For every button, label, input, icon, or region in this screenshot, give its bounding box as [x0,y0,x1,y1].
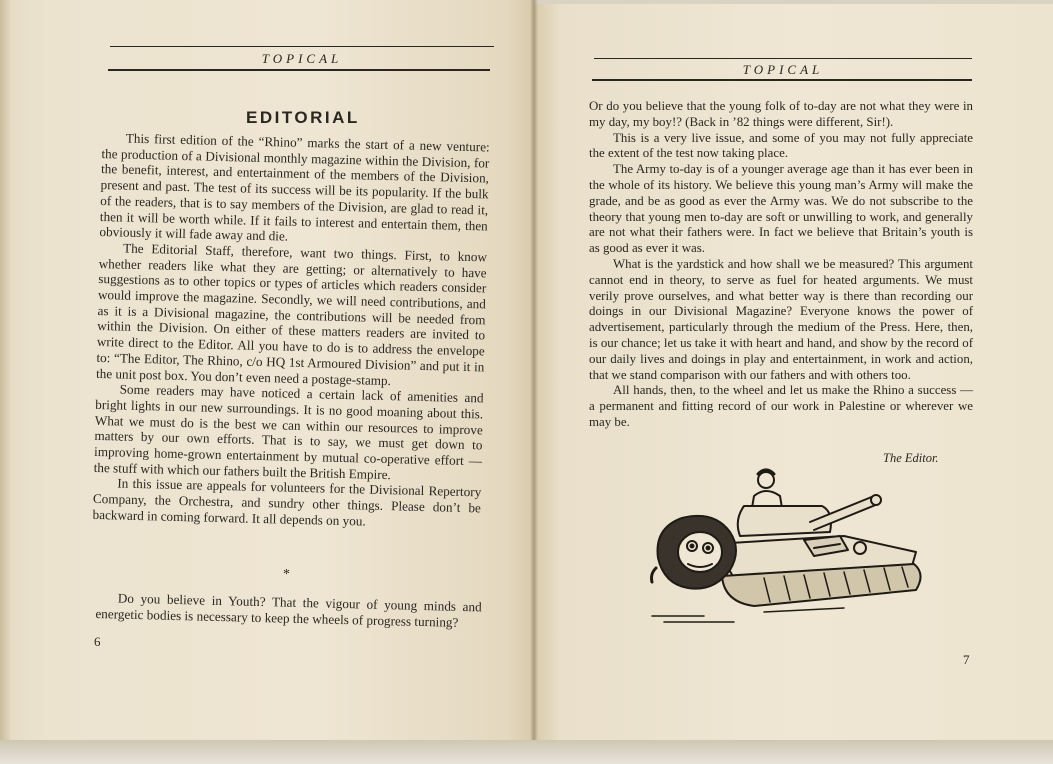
table-surface [0,740,1053,764]
paragraph: In this issue are appeals for volunteers for the Divisional Repertory Company, the Orchestra, and sundry other things. Please don’t be backward in coming forward. It all depends on you. [92,475,482,529]
header-rule [108,69,490,71]
page-number-right: 7 [963,652,970,667]
paragraph: The Editorial Staff, therefore, want two things. First, to know whether readers like what they are getting; or alternatively to have suggestions as to other topics or types of articles which readers consider would improve the magazine. Secondly, we will need contributions, and as it is a Divisional magazine, the contributions will be needed from within the Division. On either of these matters readers are invited to write direct to the Editor. All you have to do is to address the envelope to: “The Editor, The Rhino, c/o HQ 1st Armoured Division” and put it in the unit post box. You don’t even need a postage-stamp. [95,240,488,388]
left-running-header: TOPICAL [261,51,343,66]
tank-cartoon-illustration [644,466,930,634]
paragraph: The Army to-day is of a younger average age than it has ever been in the whole of its history. We believe this young man’s Army will make the grade, and be as good as ever the Army was. We do not subscribe to the theory that young men to-day are soft or unwilling to work, and generally are not what their fathers were. In fact we believe that Britain’s youth is as good as ever it was. [589,162,973,256]
paragraph: Do you believe in Youth? That the vigour of young minds and energetic bodies is necessary to keep the wheels of progress turning? [95,590,482,630]
binding-gutter [530,0,538,748]
paragraph: Some readers may have noticed a certain lack of amenities and bright lights in our new surroundings. It is no good moaning about this. What we must do is the best we can within our resources to improve matters by our own efforts. That is to say, we must get down to improving home-grown entertainment by mutual co-operative effort — the stuff with which our fathers built the British Empire. [93,381,484,482]
paragraph: This is a very live issue, and some of you may not fully appreciate the extent of the test now taking place. [589,130,973,161]
right-body-text [589,99,973,431]
paragraph: All hands, then, to the wheel and let us make the Rhino a success — a permanent and fitting record of our work in Palestine or wherever we may be. [589,383,973,429]
right-running-header: TOPICAL [742,62,824,77]
section-separator: * [283,567,290,582]
editorial-title: EDITORIAL [246,108,360,127]
page-edge [0,0,10,748]
header-rule [592,79,972,81]
left-body-text [92,130,489,532]
editor-signature: The Editor. [883,451,939,465]
soldier-head [758,472,774,488]
page-number-left: 6 [94,634,101,649]
paragraph: This first edition of the “Rhino” marks the start of a new venture: the production of a Divisional monthly magazine within the Division, for the benefit, interest, and entertainment of the members of the Division, present and past. The test of its success will be its popularity. If the bulk of the readers, that is to say members of the Division, are glad to read it, then it will be worth while. If it fails to interest and entertain them, then obviously it will fade away and die. [99,130,490,244]
paragraph: What is the yardstick and how shall we be measured? This argument cannot end in theory, to serve as fuel for heated arguments. We must verily prove ourselves, and what better way is there than recording our doings in our Divisional Magazine? Everyone knows the power of advertisement, particularly through the medium of the Press. Here, then, is our chance; let us take it with heart and hand, and show by the record of our daily lives and doings in play and entertainment, in work and action, that we stand comparison with our fathers and with others too. [589,256,973,382]
header-rule [110,46,494,47]
header-rule [594,58,972,59]
paragraph: Or do you believe that the young folk of to-day are not what they were in my day, my boy!? (Back in ’82 things were different, Sir!). [589,99,973,129]
